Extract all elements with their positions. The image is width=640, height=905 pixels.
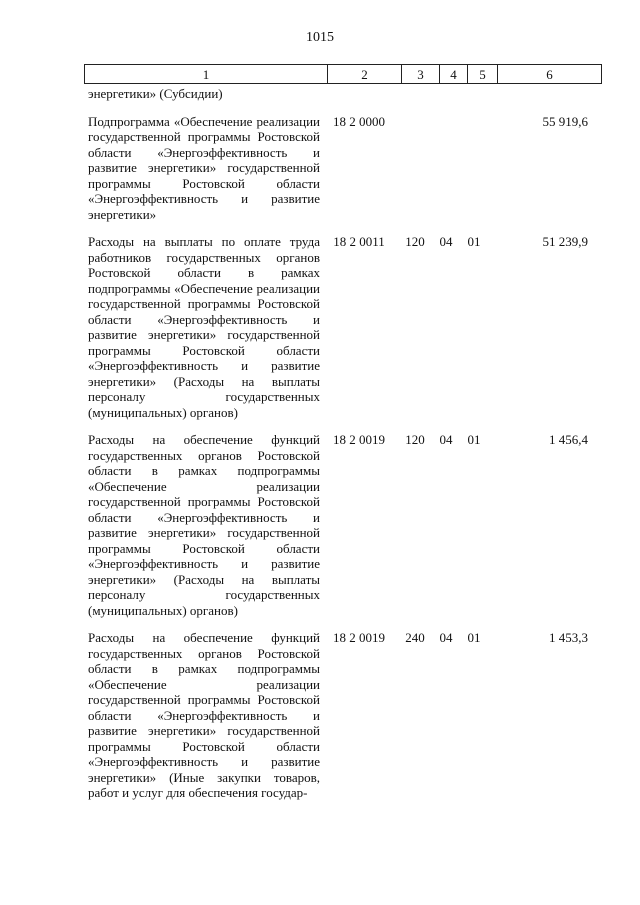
page-number: 1015: [306, 30, 334, 45]
row-pr: 01: [467, 630, 481, 645]
table-row: [88, 432, 600, 618]
row-rz: 04: [439, 630, 453, 645]
row-amount: 55 919,6: [542, 113, 588, 129]
row-rz: 04: [439, 432, 453, 447]
header-col-1: 1: [85, 65, 328, 83]
row-pr: [460, 114, 488, 223]
header-col-4: 4: [440, 65, 468, 83]
row-code: 18 2 0019: [333, 432, 385, 447]
row-pr: 01: [467, 432, 481, 447]
row-code: 18 2 0011: [333, 234, 385, 249]
header-col-5: 5: [468, 65, 498, 83]
row-amount: 1 453,3: [549, 630, 588, 645]
row-description: Расходы на обеспечение функций государственных органов Ростовской области в рамках подпрограммы «Обеспечение реализации государственной программы Ростовской области «Энергоэффективность и развитие энергетики» государственной программы Ростовской области «Энергоэффективность и развитие энергетики» (Расходы на выплаты персоналу государственных (муниципальных) органов): [88, 432, 320, 618]
row-rz: 04: [439, 234, 453, 249]
header-col-6: 6: [546, 67, 553, 82]
row-vr: 240: [405, 630, 425, 645]
continued-text: энергетики» (Субсидии): [88, 86, 223, 101]
table-column-header: [84, 64, 602, 84]
row-vr: 120: [405, 432, 425, 447]
row-description: Подпрограмма «Обеспечение реализации государственной программы Ростовской области «Энергоэффективность и развитие энергетики» государственной программы Ростовской области «Энергоэффективность и развитие энергетики»: [88, 113, 320, 222]
row-vr: 120: [405, 234, 425, 249]
row-code: 18 2 0000: [333, 113, 385, 129]
row-description: Расходы на выплаты по оплате труда работников государственных органов Ростовской области в рамках подпрограммы «Обеспечение реализации государственной программы Ростовской области «Энергоэффективность и развитие энергетики» государственной программы Ростовской области «Энергоэффективность и развитие энергетики» (Расходы на выплаты персоналу государственных (муниципальных) органов): [88, 234, 320, 420]
row-vr: [398, 114, 432, 223]
row-amount: 51 239,9: [542, 234, 588, 249]
row-description: Расходы на обеспечение функций государственных органов Ростовской области в рамках подпрограммы «Обеспечение реализации государственной программы Ростовской области «Энергоэффективность и развитие энергетики» государственной программы Ростовской области «Энергоэффективность и развитие энергетики» (Иные закупки товаров, работ и услуг для обеспечения государ-: [88, 630, 320, 800]
table-row: [88, 234, 600, 420]
row-amount: 1 456,4: [549, 432, 588, 447]
table-row: [88, 114, 600, 223]
row-code: 18 2 0019: [333, 630, 385, 645]
header-col-2: 2: [328, 65, 402, 83]
header-col-3: 3: [402, 65, 440, 83]
table-row: [88, 630, 600, 801]
budget-table: [88, 86, 600, 813]
row-pr: 01: [467, 234, 481, 249]
row-rz: [432, 114, 460, 223]
